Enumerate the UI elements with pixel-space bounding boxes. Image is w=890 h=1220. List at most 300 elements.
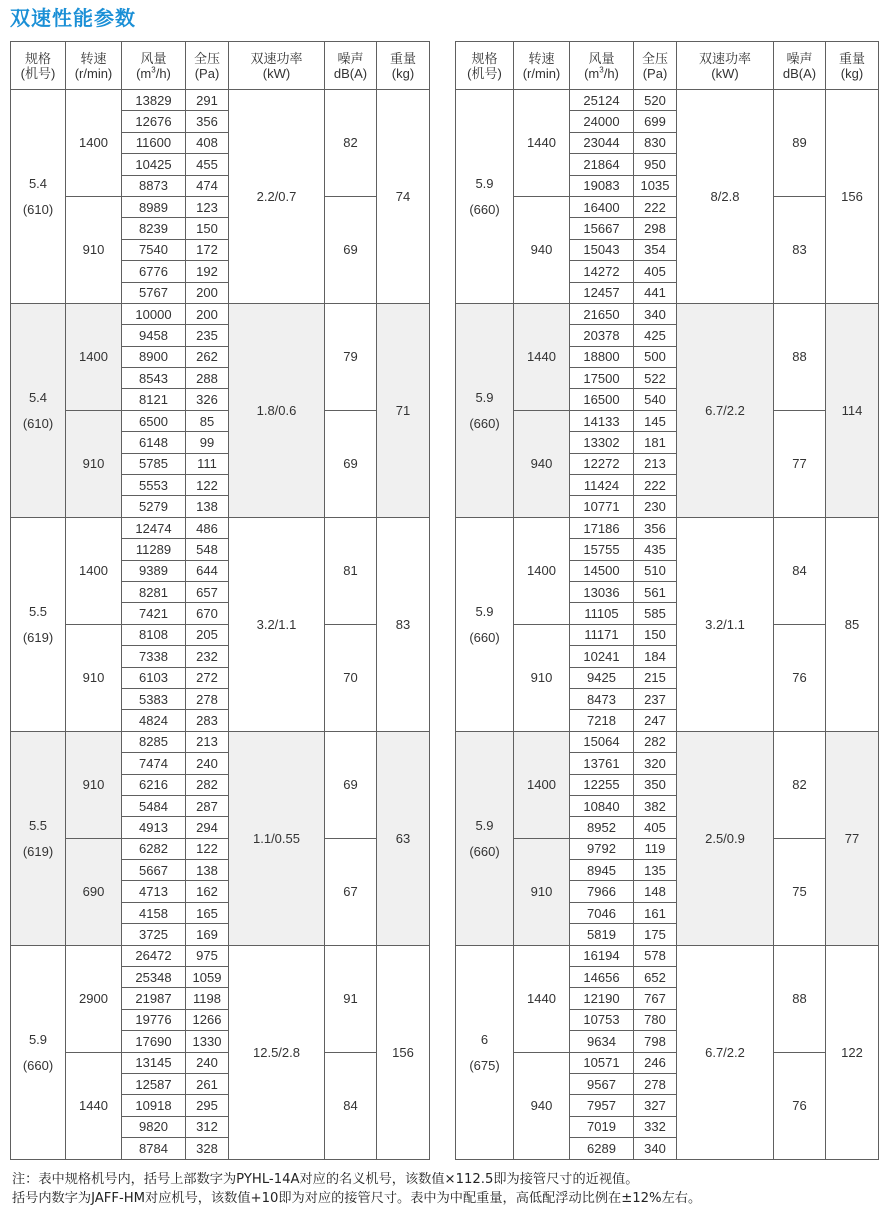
header-cell: [456, 42, 514, 90]
pressure-cell: 122: [186, 838, 229, 859]
airflow-cell: 7966: [570, 881, 634, 902]
model-cell: [11, 517, 66, 731]
pressure-cell: 232: [186, 646, 229, 667]
model-cell: [456, 731, 514, 945]
model-cell: [456, 945, 514, 1159]
pressure-cell: 165: [186, 902, 229, 923]
header-line-2: (r/min): [74, 65, 113, 81]
header-row: [456, 42, 879, 90]
model-cell: [11, 731, 66, 945]
speed-cell: 910: [66, 731, 122, 838]
table-row: [11, 303, 430, 324]
pressure-cell: 405: [634, 261, 677, 282]
power-cell: 6.7/2.2: [677, 303, 774, 517]
airflow-cell: 10000: [122, 303, 186, 324]
model-number: 5.4: [28, 389, 48, 405]
header-line-2: (机号): [467, 65, 502, 81]
header-line-1: 风量: [140, 50, 167, 66]
pressure-cell: 162: [186, 881, 229, 902]
pressure-cell: 172: [186, 239, 229, 260]
airflow-cell: 7421: [122, 603, 186, 624]
speed-cell: 910: [514, 624, 570, 731]
header-cell: [377, 42, 430, 90]
model-sub-number: (660): [469, 629, 500, 645]
model-number: 5.5: [28, 817, 48, 833]
airflow-cell: 6148: [122, 432, 186, 453]
weight-cell: 74: [377, 90, 430, 304]
pressure-cell: 950: [634, 154, 677, 175]
airflow-cell: 6282: [122, 838, 186, 859]
pressure-cell: 670: [186, 603, 229, 624]
airflow-cell: 19083: [570, 175, 634, 196]
airflow-cell: 11424: [570, 475, 634, 496]
airflow-cell: 19776: [122, 1009, 186, 1030]
airflow-cell: 9458: [122, 325, 186, 346]
header-line-1: 规格: [24, 50, 51, 66]
table-row: [456, 410, 879, 431]
pressure-cell: 278: [634, 1073, 677, 1094]
pressure-cell: 441: [634, 282, 677, 303]
airflow-cell: 14272: [570, 261, 634, 282]
noise-cell: 76: [774, 624, 826, 731]
header-line-1: 噪声: [337, 50, 364, 66]
pressure-cell: 350: [634, 774, 677, 795]
power-cell: 8/2.8: [677, 90, 774, 304]
header-line-1: 重量: [389, 50, 416, 66]
table-row: [456, 945, 879, 966]
pressure-cell: 354: [634, 239, 677, 260]
table-row: [11, 1052, 430, 1073]
pressure-cell: 474: [186, 175, 229, 196]
pressure-cell: 237: [634, 688, 677, 709]
speed-cell: 1400: [66, 303, 122, 410]
pressure-cell: 85: [186, 410, 229, 431]
power-cell: 2.2/0.7: [229, 90, 325, 304]
table-row: [11, 410, 430, 431]
pressure-cell: 548: [186, 539, 229, 560]
pressure-cell: 455: [186, 154, 229, 175]
airflow-cell: 5383: [122, 688, 186, 709]
pressure-cell: 169: [186, 924, 229, 945]
speed-cell: 1440: [514, 945, 570, 1052]
airflow-cell: 17690: [122, 1031, 186, 1052]
airflow-cell: 12587: [122, 1073, 186, 1094]
model-sub-number: (660): [469, 201, 500, 217]
pressure-cell: 240: [186, 1052, 229, 1073]
model-number: 5.9: [475, 817, 494, 833]
airflow-cell: 8108: [122, 624, 186, 645]
pressure-cell: 522: [634, 368, 677, 389]
airflow-cell: 6776: [122, 261, 186, 282]
airflow-cell: 17500: [570, 368, 634, 389]
pressure-cell: 123: [186, 196, 229, 217]
header-cell: [826, 42, 879, 90]
model-number: 5.9: [475, 175, 494, 191]
footnote: [12, 1170, 887, 1208]
airflow-cell: 8945: [570, 860, 634, 881]
airflow-cell: 5767: [122, 282, 186, 303]
pressure-cell: 272: [186, 667, 229, 688]
pressure-cell: 230: [634, 496, 677, 517]
airflow-cell: 14656: [570, 967, 634, 988]
noise-cell: 89: [774, 90, 826, 197]
noise-cell: 76: [774, 1052, 826, 1159]
pressure-cell: 192: [186, 261, 229, 282]
model-sub-number: (619): [22, 629, 54, 645]
pressure-cell: 326: [186, 389, 229, 410]
airflow-cell: 17186: [570, 517, 634, 538]
header-line-2: dB(A): [782, 65, 817, 81]
pressure-cell: 1198: [186, 988, 229, 1009]
table-row: [456, 303, 879, 324]
header-cell: [11, 42, 66, 90]
pressure-cell: 213: [634, 453, 677, 474]
header-line-2: (m: [584, 65, 600, 81]
pressure-cell: 282: [186, 774, 229, 795]
pressure-cell: 295: [186, 1095, 229, 1116]
header-line-2: (机号): [20, 65, 56, 81]
speed-cell: 910: [66, 410, 122, 517]
speed-cell: 1400: [514, 517, 570, 624]
header-line-2: (Pa): [642, 65, 668, 81]
table-row: [11, 517, 430, 538]
airflow-cell: 12676: [122, 111, 186, 132]
airflow-cell: 5819: [570, 924, 634, 945]
airflow-cell: 21650: [570, 303, 634, 324]
header-row: [11, 42, 430, 90]
header-line-1: 全压: [193, 50, 220, 66]
speed-cell: 1440: [66, 1052, 122, 1159]
pressure-cell: 99: [186, 432, 229, 453]
pressure-cell: 340: [634, 303, 677, 324]
airflow-cell: 7218: [570, 710, 634, 731]
model-sub-number: (660): [469, 415, 500, 431]
power-cell: 3.2/1.1: [229, 517, 325, 731]
header-line-1: 双速功率: [698, 50, 751, 66]
airflow-cell: 8281: [122, 581, 186, 602]
airflow-cell: 16194: [570, 945, 634, 966]
airflow-cell: 11600: [122, 132, 186, 153]
noise-cell: 77: [774, 410, 826, 517]
airflow-cell: 10571: [570, 1052, 634, 1073]
table-row: [456, 517, 879, 538]
pressure-cell: 312: [186, 1116, 229, 1137]
header-cell: [514, 42, 570, 90]
footnote-line-2: 括号内数字为JAFF-HM对应机号，该数值+10即为对应的接管尺寸。表中为中配重量，高低配浮动比例在±12%左右。: [12, 1191, 702, 1206]
airflow-cell: 10840: [570, 795, 634, 816]
power-cell: 12.5/2.8: [229, 945, 325, 1159]
model-cell: [456, 517, 514, 731]
speed-cell: 910: [66, 624, 122, 731]
airflow-cell: 6216: [122, 774, 186, 795]
airflow-cell: 5667: [122, 860, 186, 881]
airflow-cell: 18800: [570, 346, 634, 367]
header-cell: [325, 42, 377, 90]
pressure-cell: 425: [634, 325, 677, 346]
airflow-cell: 11289: [122, 539, 186, 560]
model-cell: [11, 945, 66, 1159]
table-row: [11, 196, 430, 217]
pressure-cell: 175: [634, 924, 677, 945]
table-row: [456, 838, 879, 859]
airflow-cell: 5484: [122, 795, 186, 816]
header-line-1: 全压: [641, 50, 668, 66]
table-row: [456, 1052, 879, 1073]
airflow-cell: 12272: [570, 453, 634, 474]
airflow-cell: 6103: [122, 667, 186, 688]
airflow-cell: 15064: [570, 731, 634, 752]
noise-cell: 79: [325, 303, 377, 410]
airflow-cell: 6289: [570, 1138, 634, 1159]
pressure-cell: 246: [634, 1052, 677, 1073]
pressure-cell: 975: [186, 945, 229, 966]
model-sub-number: (610): [22, 415, 54, 431]
pressure-cell: 200: [186, 282, 229, 303]
pressure-cell: 122: [186, 475, 229, 496]
pressure-cell: 767: [634, 988, 677, 1009]
airflow-cell: 7338: [122, 646, 186, 667]
pressure-cell: 585: [634, 603, 677, 624]
table-row: [456, 731, 879, 752]
airflow-cell: 5279: [122, 496, 186, 517]
airflow-cell: 7540: [122, 239, 186, 260]
pressure-cell: 278: [186, 688, 229, 709]
header-cell: [229, 42, 325, 90]
airflow-cell: 10753: [570, 1009, 634, 1030]
airflow-cell: 8543: [122, 368, 186, 389]
model-number: 5.9: [475, 603, 494, 619]
model-sub-number: (660): [469, 843, 500, 859]
model-number: 5.9: [28, 1031, 48, 1047]
pressure-cell: 408: [186, 132, 229, 153]
pressure-cell: 500: [634, 346, 677, 367]
airflow-cell: 11105: [570, 603, 634, 624]
pressure-cell: 486: [186, 517, 229, 538]
header-cell: [774, 42, 826, 90]
pressure-cell: 161: [634, 902, 677, 923]
pressure-cell: 298: [634, 218, 677, 239]
pressure-cell: 382: [634, 795, 677, 816]
airflow-cell: 13302: [570, 432, 634, 453]
header-line-1: 双速功率: [250, 50, 303, 66]
airflow-cell: 14500: [570, 560, 634, 581]
pressure-cell: 332: [634, 1116, 677, 1137]
airflow-cell: 12457: [570, 282, 634, 303]
pressure-cell: 240: [186, 753, 229, 774]
weight-cell: 85: [826, 517, 879, 731]
header-line-1: 规格: [471, 50, 498, 66]
speed-cell: 2900: [66, 945, 122, 1052]
pressure-cell: 262: [186, 346, 229, 367]
pressure-cell: 287: [186, 795, 229, 816]
table-row: [456, 196, 879, 217]
pressure-cell: 657: [186, 581, 229, 602]
airflow-cell: 26472: [122, 945, 186, 966]
header-line-1: 重量: [838, 50, 865, 66]
pressure-cell: 200: [186, 303, 229, 324]
pressure-cell: 213: [186, 731, 229, 752]
airflow-cell: 4824: [122, 710, 186, 731]
pressure-cell: 283: [186, 710, 229, 731]
pressure-cell: 540: [634, 389, 677, 410]
airflow-cell: 8873: [122, 175, 186, 196]
weight-cell: 71: [377, 303, 430, 517]
airflow-cell: 9634: [570, 1031, 634, 1052]
pressure-cell: 150: [634, 624, 677, 645]
pressure-cell: 405: [634, 817, 677, 838]
header-line-2: (kW): [711, 65, 739, 81]
pressure-cell: 184: [634, 646, 677, 667]
left-table-header: [11, 42, 430, 90]
model-sub-number: (610): [22, 201, 54, 217]
airflow-cell: 10918: [122, 1095, 186, 1116]
weight-cell: 63: [377, 731, 430, 945]
pressure-cell: 798: [634, 1031, 677, 1052]
model-cell: [11, 90, 66, 304]
weight-cell: 83: [377, 517, 430, 731]
speed-cell: 1440: [514, 303, 570, 410]
speed-cell: 910: [514, 838, 570, 945]
model-sub-number: (675): [469, 1057, 500, 1073]
table-row: [11, 90, 430, 111]
airflow-cell: 25124: [570, 90, 634, 111]
airflow-cell: 3725: [122, 924, 186, 945]
airflow-cell: 5553: [122, 475, 186, 496]
airflow-cell: 7019: [570, 1116, 634, 1137]
noise-cell: 88: [774, 303, 826, 410]
airflow-cell: 4158: [122, 902, 186, 923]
header-cell: [570, 42, 634, 90]
airflow-cell: 16400: [570, 196, 634, 217]
pressure-cell: 119: [634, 838, 677, 859]
header-line-1: 转速: [528, 50, 555, 66]
speed-cell: 940: [514, 196, 570, 303]
airflow-cell: 6500: [122, 410, 186, 431]
weight-cell: 122: [826, 945, 879, 1159]
airflow-cell: 8900: [122, 346, 186, 367]
noise-cell: 88: [774, 945, 826, 1052]
model-sub-number: (619): [22, 843, 54, 859]
pressure-cell: 780: [634, 1009, 677, 1030]
model-cell: [11, 303, 66, 517]
speed-cell: 690: [66, 838, 122, 945]
airflow-cell: 8285: [122, 731, 186, 752]
pressure-cell: 340: [634, 1138, 677, 1159]
airflow-cell: 9567: [570, 1073, 634, 1094]
power-cell: 6.7/2.2: [677, 945, 774, 1159]
noise-cell: 69: [325, 410, 377, 517]
header-line-2: (Pa): [194, 65, 220, 81]
airflow-cell: 7474: [122, 753, 186, 774]
airflow-cell: 15043: [570, 239, 634, 260]
pressure-cell: 138: [186, 496, 229, 517]
airflow-cell: 15755: [570, 539, 634, 560]
airflow-cell: 12474: [122, 517, 186, 538]
pressure-cell: 356: [634, 517, 677, 538]
header-cell: [186, 42, 229, 90]
power-cell: 2.5/0.9: [677, 731, 774, 945]
pressure-cell: 291: [186, 90, 229, 111]
noise-cell: 83: [774, 196, 826, 303]
power-cell: 1.8/0.6: [229, 303, 325, 517]
weight-cell: 156: [377, 945, 430, 1159]
header-line-2-tail: /h): [603, 65, 619, 81]
noise-cell: 81: [325, 517, 377, 624]
pressure-cell: 111: [186, 453, 229, 474]
pressure-cell: 235: [186, 325, 229, 346]
pressure-cell: 320: [634, 753, 677, 774]
airflow-cell: 8239: [122, 218, 186, 239]
pressure-cell: 435: [634, 539, 677, 560]
header-superscript: 3: [151, 65, 156, 75]
page-title: 双速性能参数: [10, 6, 136, 30]
pressure-cell: 356: [186, 111, 229, 132]
pressure-cell: 138: [186, 860, 229, 881]
airflow-cell: 23044: [570, 132, 634, 153]
header-line-2: (kg): [840, 65, 864, 81]
airflow-cell: 12190: [570, 988, 634, 1009]
pressure-cell: 830: [634, 132, 677, 153]
airflow-cell: 4713: [122, 881, 186, 902]
pressure-cell: 328: [186, 1138, 229, 1159]
pressure-cell: 1059: [186, 967, 229, 988]
pressure-cell: 181: [634, 432, 677, 453]
pressure-cell: 222: [634, 196, 677, 217]
model-number: 5.4: [28, 175, 48, 191]
model-cell: [456, 90, 514, 304]
pressure-cell: 327: [634, 1095, 677, 1116]
airflow-cell: 9820: [122, 1116, 186, 1137]
speed-cell: 1440: [514, 90, 570, 197]
noise-cell: 69: [325, 196, 377, 303]
pressure-cell: 1266: [186, 1009, 229, 1030]
header-line-1: 噪声: [786, 50, 813, 66]
airflow-cell: 15667: [570, 218, 634, 239]
airflow-cell: 4913: [122, 817, 186, 838]
pressure-cell: 520: [634, 90, 677, 111]
header-superscript: 3: [599, 65, 604, 75]
header-cell: [122, 42, 186, 90]
airflow-cell: 21987: [122, 988, 186, 1009]
speed-cell: 1400: [514, 731, 570, 838]
table-row: [456, 624, 879, 645]
header-line-2: dB(A): [333, 65, 368, 81]
noise-cell: 91: [325, 945, 377, 1052]
table-row: [456, 90, 879, 111]
weight-cell: 77: [826, 731, 879, 945]
airflow-cell: 14133: [570, 410, 634, 431]
airflow-cell: 25348: [122, 967, 186, 988]
weight-cell: 114: [826, 303, 879, 517]
airflow-cell: 20378: [570, 325, 634, 346]
pressure-cell: 294: [186, 817, 229, 838]
right-table-header: [456, 42, 879, 90]
pressure-cell: 215: [634, 667, 677, 688]
header-line-2: (m: [136, 65, 152, 81]
header-line-2: (r/min): [522, 65, 561, 81]
pressure-cell: 510: [634, 560, 677, 581]
airflow-cell: 11171: [570, 624, 634, 645]
pressure-cell: 247: [634, 710, 677, 731]
noise-cell: 70: [325, 624, 377, 731]
noise-cell: 75: [774, 838, 826, 945]
header-line-2: (kW): [262, 65, 291, 81]
model-cell: [456, 303, 514, 517]
pressure-cell: 135: [634, 860, 677, 881]
pressure-cell: 222: [634, 475, 677, 496]
airflow-cell: 10425: [122, 154, 186, 175]
speed-cell: 940: [514, 1052, 570, 1159]
